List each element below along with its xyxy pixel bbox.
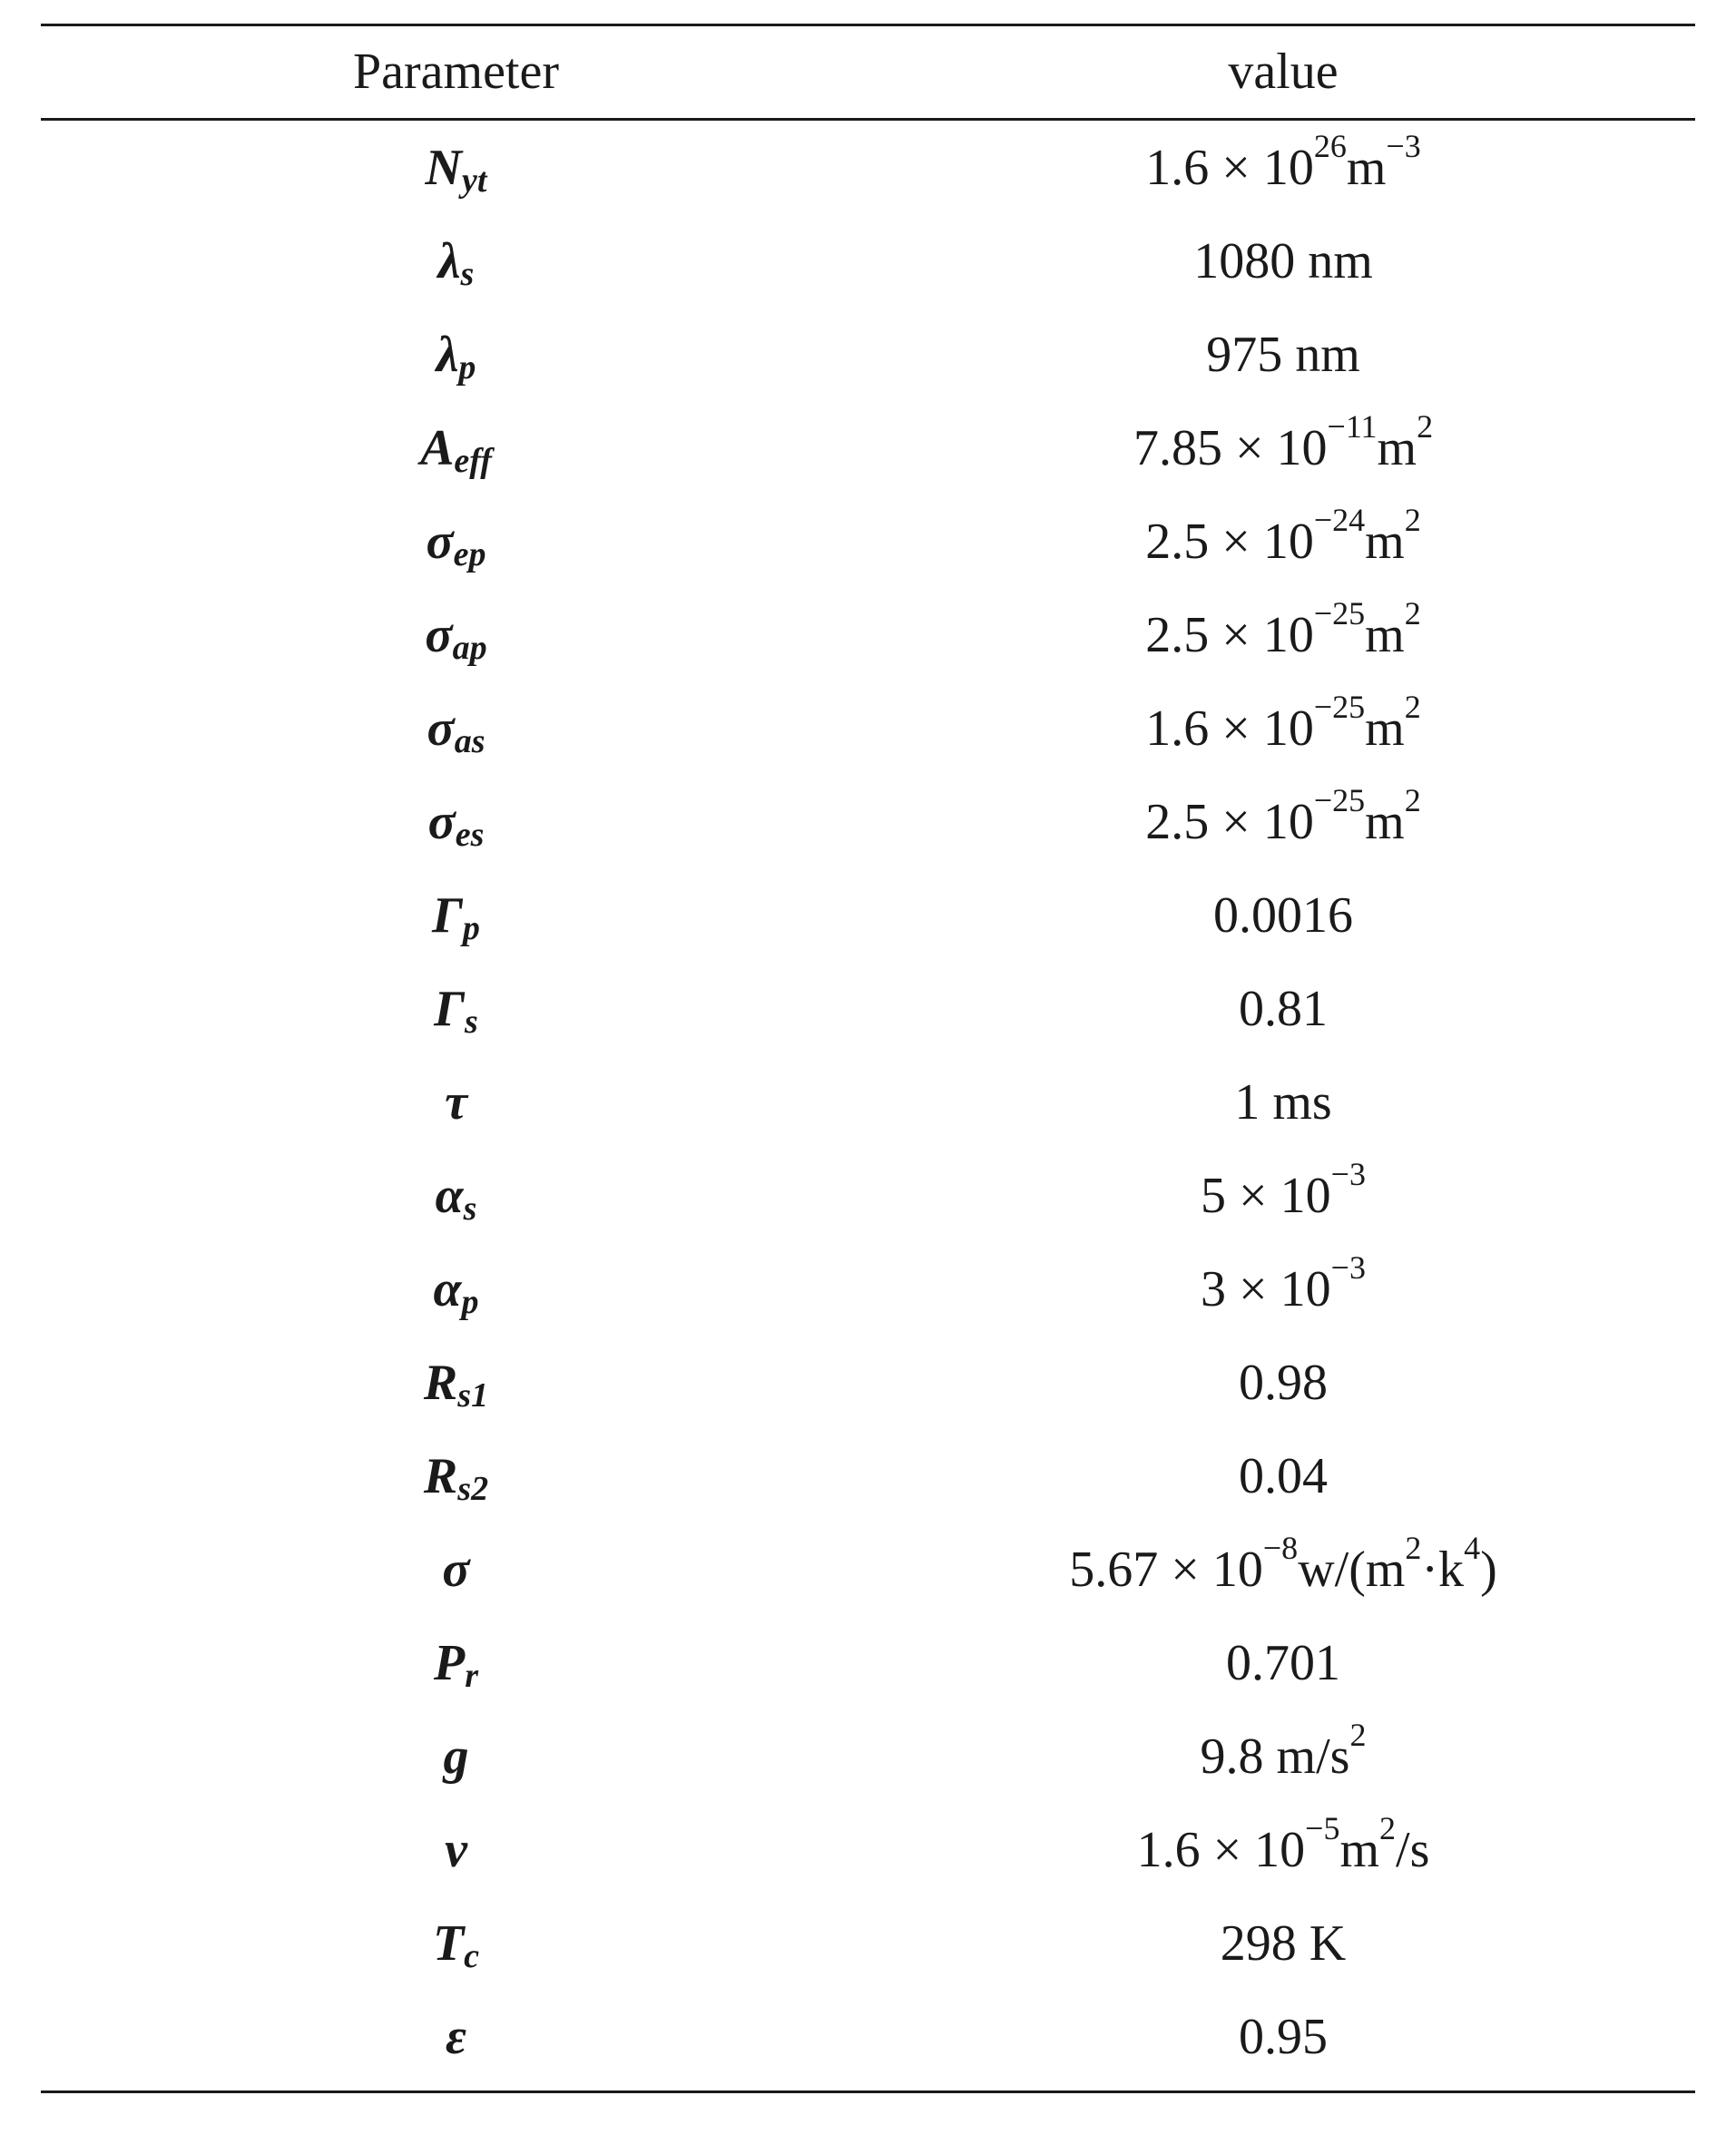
value-cell: [871, 1803, 1695, 1896]
table-row: [41, 1803, 1695, 1896]
value-cell: [871, 588, 1695, 681]
value-value-tail: ·k: [1421, 1541, 1465, 1598]
value-value-base: 0.0016: [1213, 886, 1353, 944]
header-parameter: Parameter: [353, 44, 559, 100]
parameter-cell: [41, 1990, 871, 2083]
parameter-symbol: R: [423, 1447, 458, 1504]
value-value-exp: −3: [1330, 1155, 1366, 1192]
parameter-symbol: P: [433, 1634, 466, 1691]
value-value-unit-exp: 2: [1404, 501, 1421, 538]
parameter-symbol: Γ: [434, 980, 466, 1037]
parameter-symbol: Γ: [432, 886, 463, 944]
parameter-symbol: g: [443, 1728, 469, 1785]
parameter-cell: [41, 1522, 871, 1616]
parameter-cell: [41, 962, 871, 1055]
value-cell: [871, 1896, 1695, 1990]
value-cell: [871, 1336, 1695, 1429]
value-cell: [871, 1149, 1695, 1242]
value-cell: [871, 1242, 1695, 1336]
table-row: [41, 588, 1695, 681]
parameter-symbol: σ: [442, 1541, 470, 1598]
table-row: [41, 1242, 1695, 1336]
value-value-unit-exp: 2: [1379, 1809, 1397, 1846]
value-cell: [871, 681, 1695, 775]
parameter-cell: [41, 588, 871, 681]
parameter-symbol: λ: [437, 232, 461, 289]
value-value-base: 1.6 × 10: [1136, 1821, 1306, 1878]
value-value-exp: 26: [1313, 127, 1347, 164]
table-row: [41, 1709, 1695, 1803]
value-value-unit-exp: 2: [1417, 407, 1434, 445]
value-cell: [871, 962, 1695, 1055]
parameter-subscript: yt: [462, 161, 487, 200]
value-cell: [871, 401, 1695, 494]
value-value-base: 1080 nm: [1193, 232, 1373, 289]
value-value-exp: −25: [1313, 688, 1366, 725]
parameter-symbol: σ: [426, 513, 454, 570]
parameter-symbol: ε: [446, 2008, 466, 2065]
parameter-cell: [41, 1149, 871, 1242]
value-value-exp: −8: [1262, 1529, 1299, 1566]
value-value-unit-exp: 2: [1404, 781, 1421, 818]
value-value-base: 5 × 10: [1201, 1167, 1331, 1224]
table-row: [41, 1522, 1695, 1616]
value-value-base: 0.701: [1226, 1634, 1340, 1691]
parameter-symbol: α: [435, 1167, 464, 1224]
value-value-base: 0.98: [1239, 1354, 1328, 1411]
value-cell: [871, 1055, 1695, 1149]
parameter-subscript: r: [465, 1656, 478, 1695]
value-cell: [871, 308, 1695, 401]
value-cell: [871, 1522, 1695, 1616]
parameter-symbol: λ: [436, 326, 459, 383]
parameter-subscript: es: [455, 815, 485, 854]
table-row: [41, 681, 1695, 775]
value-value-base: 0.04: [1239, 1447, 1328, 1504]
value-value-end: ): [1480, 1541, 1497, 1598]
table-row: [41, 308, 1695, 401]
value-value-base: 5.67 × 10: [1069, 1541, 1263, 1598]
table-row: [41, 401, 1695, 494]
value-value-tail: /s: [1396, 1821, 1430, 1878]
value-value-unit: m: [1365, 700, 1405, 757]
parameter-subscript: s1: [457, 1376, 489, 1415]
value-value-unit: m: [1365, 513, 1405, 570]
value-value-exp: −11: [1327, 407, 1378, 445]
value-cell: [871, 494, 1695, 588]
value-value-base: 3 × 10: [1201, 1260, 1331, 1317]
value-value-unit: m: [1346, 139, 1387, 196]
value-value-unit: w/(m: [1298, 1541, 1406, 1598]
value-cell: [871, 775, 1695, 868]
parameter-subscript: p: [462, 908, 480, 947]
value-value-unit: m: [1365, 793, 1405, 850]
parameter-cell: [41, 1336, 871, 1429]
table-row: [41, 868, 1695, 962]
value-value-base: 298 K: [1220, 1914, 1347, 1972]
parameter-subscript: s: [463, 1189, 477, 1228]
parameter-cell: [41, 681, 871, 775]
parameter-symbol: σ: [427, 700, 455, 757]
value-value-exp: −5: [1305, 1809, 1340, 1846]
value-cell: [871, 121, 1695, 214]
parameter-subscript: eff: [454, 441, 492, 480]
parameter-cell: [41, 1429, 871, 1522]
value-value-base: 9.8 m/s: [1200, 1728, 1350, 1785]
table-row: [41, 1336, 1695, 1429]
parameter-cell: [41, 1709, 871, 1803]
value-value-exp: −25: [1313, 594, 1366, 632]
parameter-cell: [41, 1055, 871, 1149]
parameter-cell: [41, 494, 871, 588]
table-row: [41, 121, 1695, 214]
value-cell: [871, 868, 1695, 962]
value-value-unit: m: [1377, 419, 1417, 476]
value-value-base: 2.5 × 10: [1145, 606, 1314, 663]
parameter-symbol: T: [432, 1914, 465, 1972]
parameter-subscript: p: [461, 1282, 479, 1321]
value-value-tail-exp: 4: [1464, 1529, 1481, 1566]
value-value-unit-exp: −3: [1386, 127, 1421, 164]
value-cell: [871, 214, 1695, 308]
parameter-subscript: p: [458, 348, 476, 387]
value-value-unit-exp: 2: [1405, 1529, 1422, 1566]
parameter-subscript: s: [465, 1002, 478, 1041]
parameter-cell: [41, 868, 871, 962]
parameter-subscript: c: [464, 1936, 480, 1975]
table-row: [41, 1429, 1695, 1522]
parameter-symbol: ν: [445, 1821, 467, 1878]
parameter-symbol: τ: [445, 1073, 467, 1131]
parameter-cell: [41, 1896, 871, 1990]
parameter-symbol: σ: [427, 793, 456, 850]
header-value: value: [1228, 44, 1339, 100]
value-value-exp: 2: [1349, 1716, 1367, 1753]
parameter-cell: [41, 401, 871, 494]
parameter-symbol: R: [423, 1354, 458, 1411]
parameter-subscript: ap: [452, 628, 487, 667]
parameter-subscript: s: [460, 254, 475, 293]
value-value-exp: −25: [1313, 781, 1366, 818]
value-cell: [871, 1616, 1695, 1709]
value-cell: [871, 1429, 1695, 1522]
value-value-exp: −24: [1313, 501, 1366, 538]
table-row: [41, 1055, 1695, 1149]
value-value-base: 0.95: [1239, 2008, 1328, 2065]
table-row: [41, 1896, 1695, 1990]
value-value-exp: −3: [1330, 1248, 1366, 1286]
parameter-cell: [41, 1803, 871, 1896]
table-row: [41, 1616, 1695, 1709]
table-row: [41, 214, 1695, 308]
table-row: [41, 962, 1695, 1055]
value-value-unit-exp: 2: [1404, 688, 1421, 725]
parameter-cell: [41, 214, 871, 308]
parameter-subscript: s2: [457, 1469, 489, 1508]
table-row: [41, 1149, 1695, 1242]
value-value-base: 975 nm: [1206, 326, 1360, 383]
parameter-cell: [41, 1242, 871, 1336]
value-value-base: 7.85 × 10: [1133, 419, 1328, 476]
value-value-unit: m: [1365, 606, 1405, 663]
parameter-symbol: α: [433, 1260, 462, 1317]
value-value-base: 1 ms: [1234, 1073, 1332, 1131]
parameter-cell: [41, 775, 871, 868]
parameter-subscript: ep: [453, 534, 486, 573]
value-value-base: 0.81: [1239, 980, 1328, 1037]
table-bottom-rule: [41, 2090, 1695, 2093]
table-row: [41, 1990, 1695, 2083]
value-value-unit: m: [1339, 1821, 1380, 1878]
parameter-symbol: N: [425, 139, 462, 196]
value-value-base: 1.6 × 10: [1145, 139, 1314, 196]
value-value-base: 2.5 × 10: [1145, 793, 1314, 850]
parameter-subscript: as: [454, 721, 485, 760]
parameter-cell: [41, 1616, 871, 1709]
parameter-symbol: σ: [425, 606, 453, 663]
table-row: [41, 775, 1695, 868]
value-cell: [871, 1990, 1695, 2083]
value-value-base: 2.5 × 10: [1145, 513, 1314, 570]
table-row: [41, 494, 1695, 588]
value-cell: [871, 1709, 1695, 1803]
parameter-symbol: A: [420, 419, 455, 476]
parameter-cell: [41, 121, 871, 214]
value-value-unit-exp: 2: [1404, 594, 1421, 632]
value-value-base: 1.6 × 10: [1145, 700, 1314, 757]
parameter-cell: [41, 308, 871, 401]
